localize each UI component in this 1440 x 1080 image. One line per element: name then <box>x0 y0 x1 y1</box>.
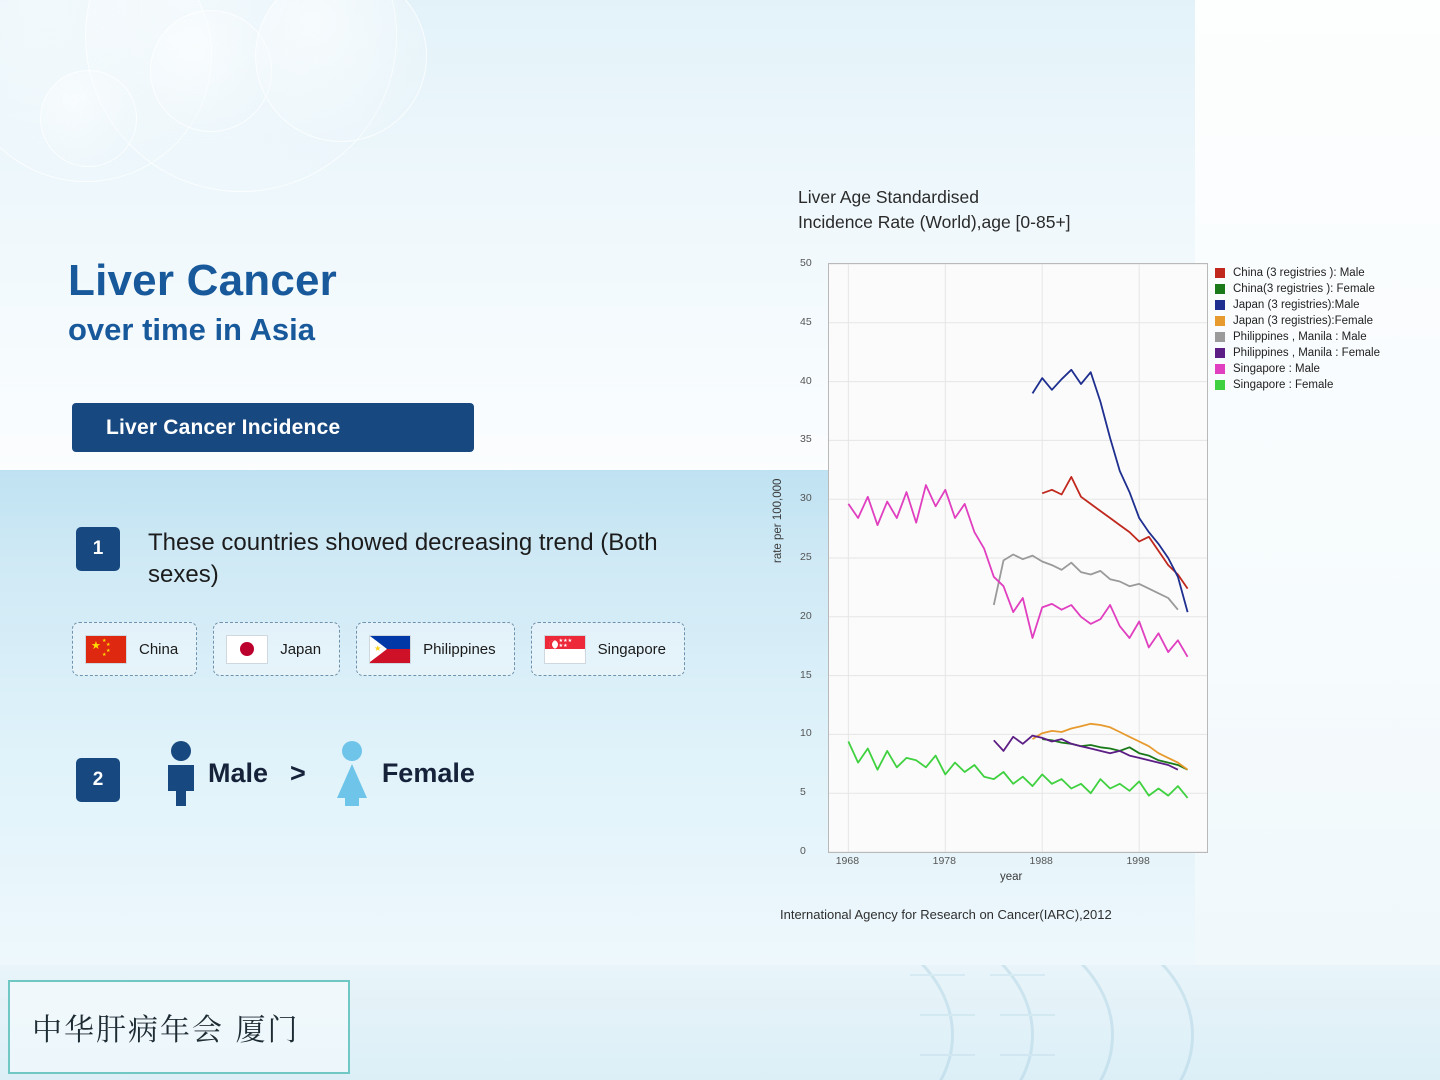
legend-swatch <box>1215 380 1225 390</box>
dna-helix-decoration <box>890 965 1320 1080</box>
legend-item <box>1215 363 1415 375</box>
plot-area: rate per 100,000 year 0 5 10 15 20 25 30 35 40 45 50 1968 1978 1988 1998 <box>790 263 1210 868</box>
country-chip-china[interactable] <box>72 622 197 676</box>
legend-label: Japan (3 registries):Male <box>1233 299 1360 311</box>
legend-label: Japan (3 registries):Female <box>1233 315 1373 327</box>
line-chart-svg <box>829 264 1207 852</box>
legend-item <box>1215 347 1415 359</box>
country-chip-philippines[interactable] <box>356 622 515 676</box>
x-tick-label: 1978 <box>932 855 956 867</box>
legend-swatch <box>1215 332 1225 342</box>
legend-item <box>1215 331 1415 343</box>
legend-swatch <box>1215 300 1225 310</box>
chart-series-line <box>1042 477 1187 589</box>
page-title <box>68 258 688 348</box>
legend-label: China(3 registries ): Female <box>1233 283 1375 295</box>
legend-item <box>1215 379 1415 391</box>
chart-title-line-1: Liver Age Standardised <box>798 187 979 207</box>
title-sub: over time in Asia <box>68 312 315 348</box>
chart-container <box>760 185 1420 922</box>
legend-label: Singapore : Male <box>1233 363 1320 375</box>
title-main: Liver Cancer <box>68 256 337 305</box>
ribbon-label: Liver Cancer Incidence <box>106 415 341 439</box>
country-chip-japan[interactable] <box>213 622 340 676</box>
legend-swatch <box>1215 316 1225 326</box>
country-label-singapore: Singapore <box>597 640 667 658</box>
country-label-china: China <box>139 640 179 658</box>
bullet-text-1: These countries showed decreasing trend (Both sexes) <box>148 529 658 589</box>
chart-series-line <box>1033 724 1188 770</box>
male-figure-icon <box>160 740 202 806</box>
gender-comparison <box>160 740 475 806</box>
legend-swatch <box>1215 268 1225 278</box>
x-tick-label: 1988 <box>1029 855 1053 867</box>
bullet-badge-1: 1 <box>76 527 120 571</box>
legend-item <box>1215 315 1415 327</box>
legend-label: China (3 registries ): Male <box>1233 267 1365 279</box>
chart-legend <box>1215 267 1415 395</box>
chart-series-line <box>994 736 1178 770</box>
country-flag-list <box>72 622 685 676</box>
bullet-point-1 <box>76 527 688 592</box>
bullet-badge-2: 2 <box>76 758 120 802</box>
legend-label: Singapore : Female <box>1233 379 1334 391</box>
legend-label: Philippines , Manila : Male <box>1233 331 1367 343</box>
section-ribbon <box>72 403 474 452</box>
legend-swatch <box>1215 348 1225 358</box>
footer-conference-banner <box>8 980 350 1074</box>
x-axis-label: year <box>1000 871 1023 883</box>
female-figure-icon <box>328 740 376 806</box>
china-flag-icon: ★ ★ ★ ★ ★ <box>85 635 127 664</box>
singapore-flag-icon: ★★★ ★★ <box>544 635 586 664</box>
japan-flag-icon <box>226 635 268 664</box>
female-label: Female <box>381 757 475 788</box>
plot-frame <box>828 263 1208 853</box>
bullet-point-2 <box>76 758 120 802</box>
y-axis-label: rate per 100,000 <box>772 478 784 563</box>
footer-text: 中华肝病年会 厦门 <box>32 1013 300 1048</box>
legend-swatch <box>1215 364 1225 374</box>
legend-label: Philippines , Manila : Female <box>1233 347 1381 359</box>
comparator-symbol: > <box>290 757 306 788</box>
decorative-bubble <box>150 10 272 132</box>
country-label-philippines: Philippines <box>423 640 496 658</box>
legend-item <box>1215 283 1415 295</box>
philippines-flag-icon: ★ <box>369 635 411 664</box>
chart-source: International Agency for Research on Cancer(IARC),2012 <box>780 907 1112 922</box>
country-chip-singapore[interactable] <box>531 622 685 676</box>
chart-title <box>798 185 1420 236</box>
decorative-bubble <box>40 70 137 167</box>
male-label: Male <box>208 757 269 788</box>
x-tick-label: 1998 <box>1126 855 1150 867</box>
legend-item <box>1215 299 1415 311</box>
legend-swatch <box>1215 284 1225 294</box>
x-tick-label: 1968 <box>835 855 860 867</box>
chart-series-line <box>848 742 1187 798</box>
legend-item <box>1215 267 1415 279</box>
chart-title-line-2: Incidence Rate (World),age [0-85+] <box>798 212 1071 233</box>
background-right-panel <box>1195 0 1440 1080</box>
country-label-japan: Japan <box>280 640 322 658</box>
